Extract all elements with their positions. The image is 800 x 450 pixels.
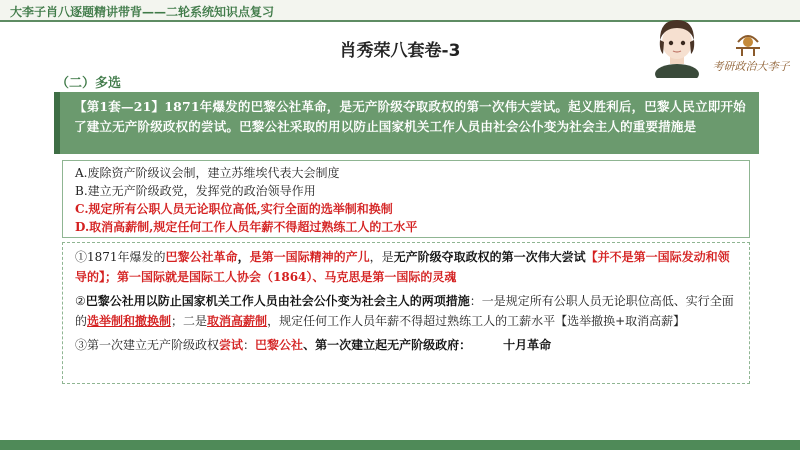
text: ①1871年爆发的 bbox=[75, 250, 166, 264]
explanation-point-1 bbox=[75, 247, 737, 287]
highlight: 尝试 bbox=[219, 338, 244, 352]
highlight: 【并不是第一国际发动和领导的】；第一国际就是国际工人协会（1864）、马克思是第一国际的灵魂 bbox=[75, 250, 730, 284]
text: ：一是规定所有公职人员无论职位高低、实行全面的 bbox=[75, 294, 734, 328]
text: ；二是 bbox=[171, 314, 208, 328]
text: ： bbox=[243, 338, 256, 352]
text: ， bbox=[237, 250, 250, 264]
text: ② bbox=[75, 294, 86, 308]
explanation-point-2 bbox=[75, 291, 737, 331]
option-a: A.废除资产阶级议会制，建立苏维埃代表大会制度 bbox=[75, 166, 340, 180]
answer-explanation bbox=[62, 242, 750, 384]
option-b: B.建立无产阶级政党，发挥党的政治领导作用 bbox=[75, 184, 316, 198]
footer-bar bbox=[0, 440, 800, 450]
text: ，是 bbox=[369, 250, 394, 264]
section-label: （二）多选 bbox=[56, 76, 122, 91]
key-phrase: 巴黎公社用以防止国家机关工作人员由社会公仆变为社会主人的两项措施 bbox=[85, 294, 470, 308]
key-phrase: 十月革命 bbox=[503, 338, 552, 352]
explanation-point-3 bbox=[75, 335, 737, 355]
header-title: 大李子肖八逐题精讲带背——二轮系统知识点复习 bbox=[10, 5, 275, 19]
option-c: C.规定所有公职人员无论职位高低,实行全面的选举制和换制 bbox=[75, 202, 393, 216]
option-d: D.取消高薪制,规定任何工作人员年薪不得超过熟练工人的工水平 bbox=[75, 220, 418, 234]
page-title: 肖秀荣八套卷-3 bbox=[339, 41, 461, 61]
avatar-illustration bbox=[648, 14, 706, 78]
highlight: 取消高薪制 bbox=[207, 314, 268, 328]
brand-logo-text: 考研政治大李子 bbox=[712, 60, 790, 73]
highlight: 是第一国际精神的产儿 bbox=[249, 250, 370, 264]
key-phrase: 、第一次建立起无产阶级政府： bbox=[303, 338, 472, 352]
options-list bbox=[62, 160, 750, 238]
text: ，规定任何工作人员年薪不得超过熟练工人的工薪水平【选举撤换+取消高薪】 bbox=[267, 314, 686, 328]
text: ③第一次建立无产阶级政权 bbox=[75, 338, 220, 352]
highlight: 巴黎公社 bbox=[255, 338, 304, 352]
highlight: 选举制和撤换制 bbox=[87, 314, 172, 328]
key-phrase: 无产阶级夺取政权的第一次伟大尝试 bbox=[393, 250, 586, 264]
highlight: 巴黎公社革命 bbox=[165, 250, 238, 264]
question-stem: 【第1套—21】1871年爆发的巴黎公社革命，是无产阶级夺取政权的第一次伟大尝试。起义胜利后，巴黎人民立即开始了建立无产阶级政权的尝试。巴黎公社采取的用以防止国家机关工作人员由社会公仆变为社会主人的重要措施是 bbox=[54, 92, 759, 154]
